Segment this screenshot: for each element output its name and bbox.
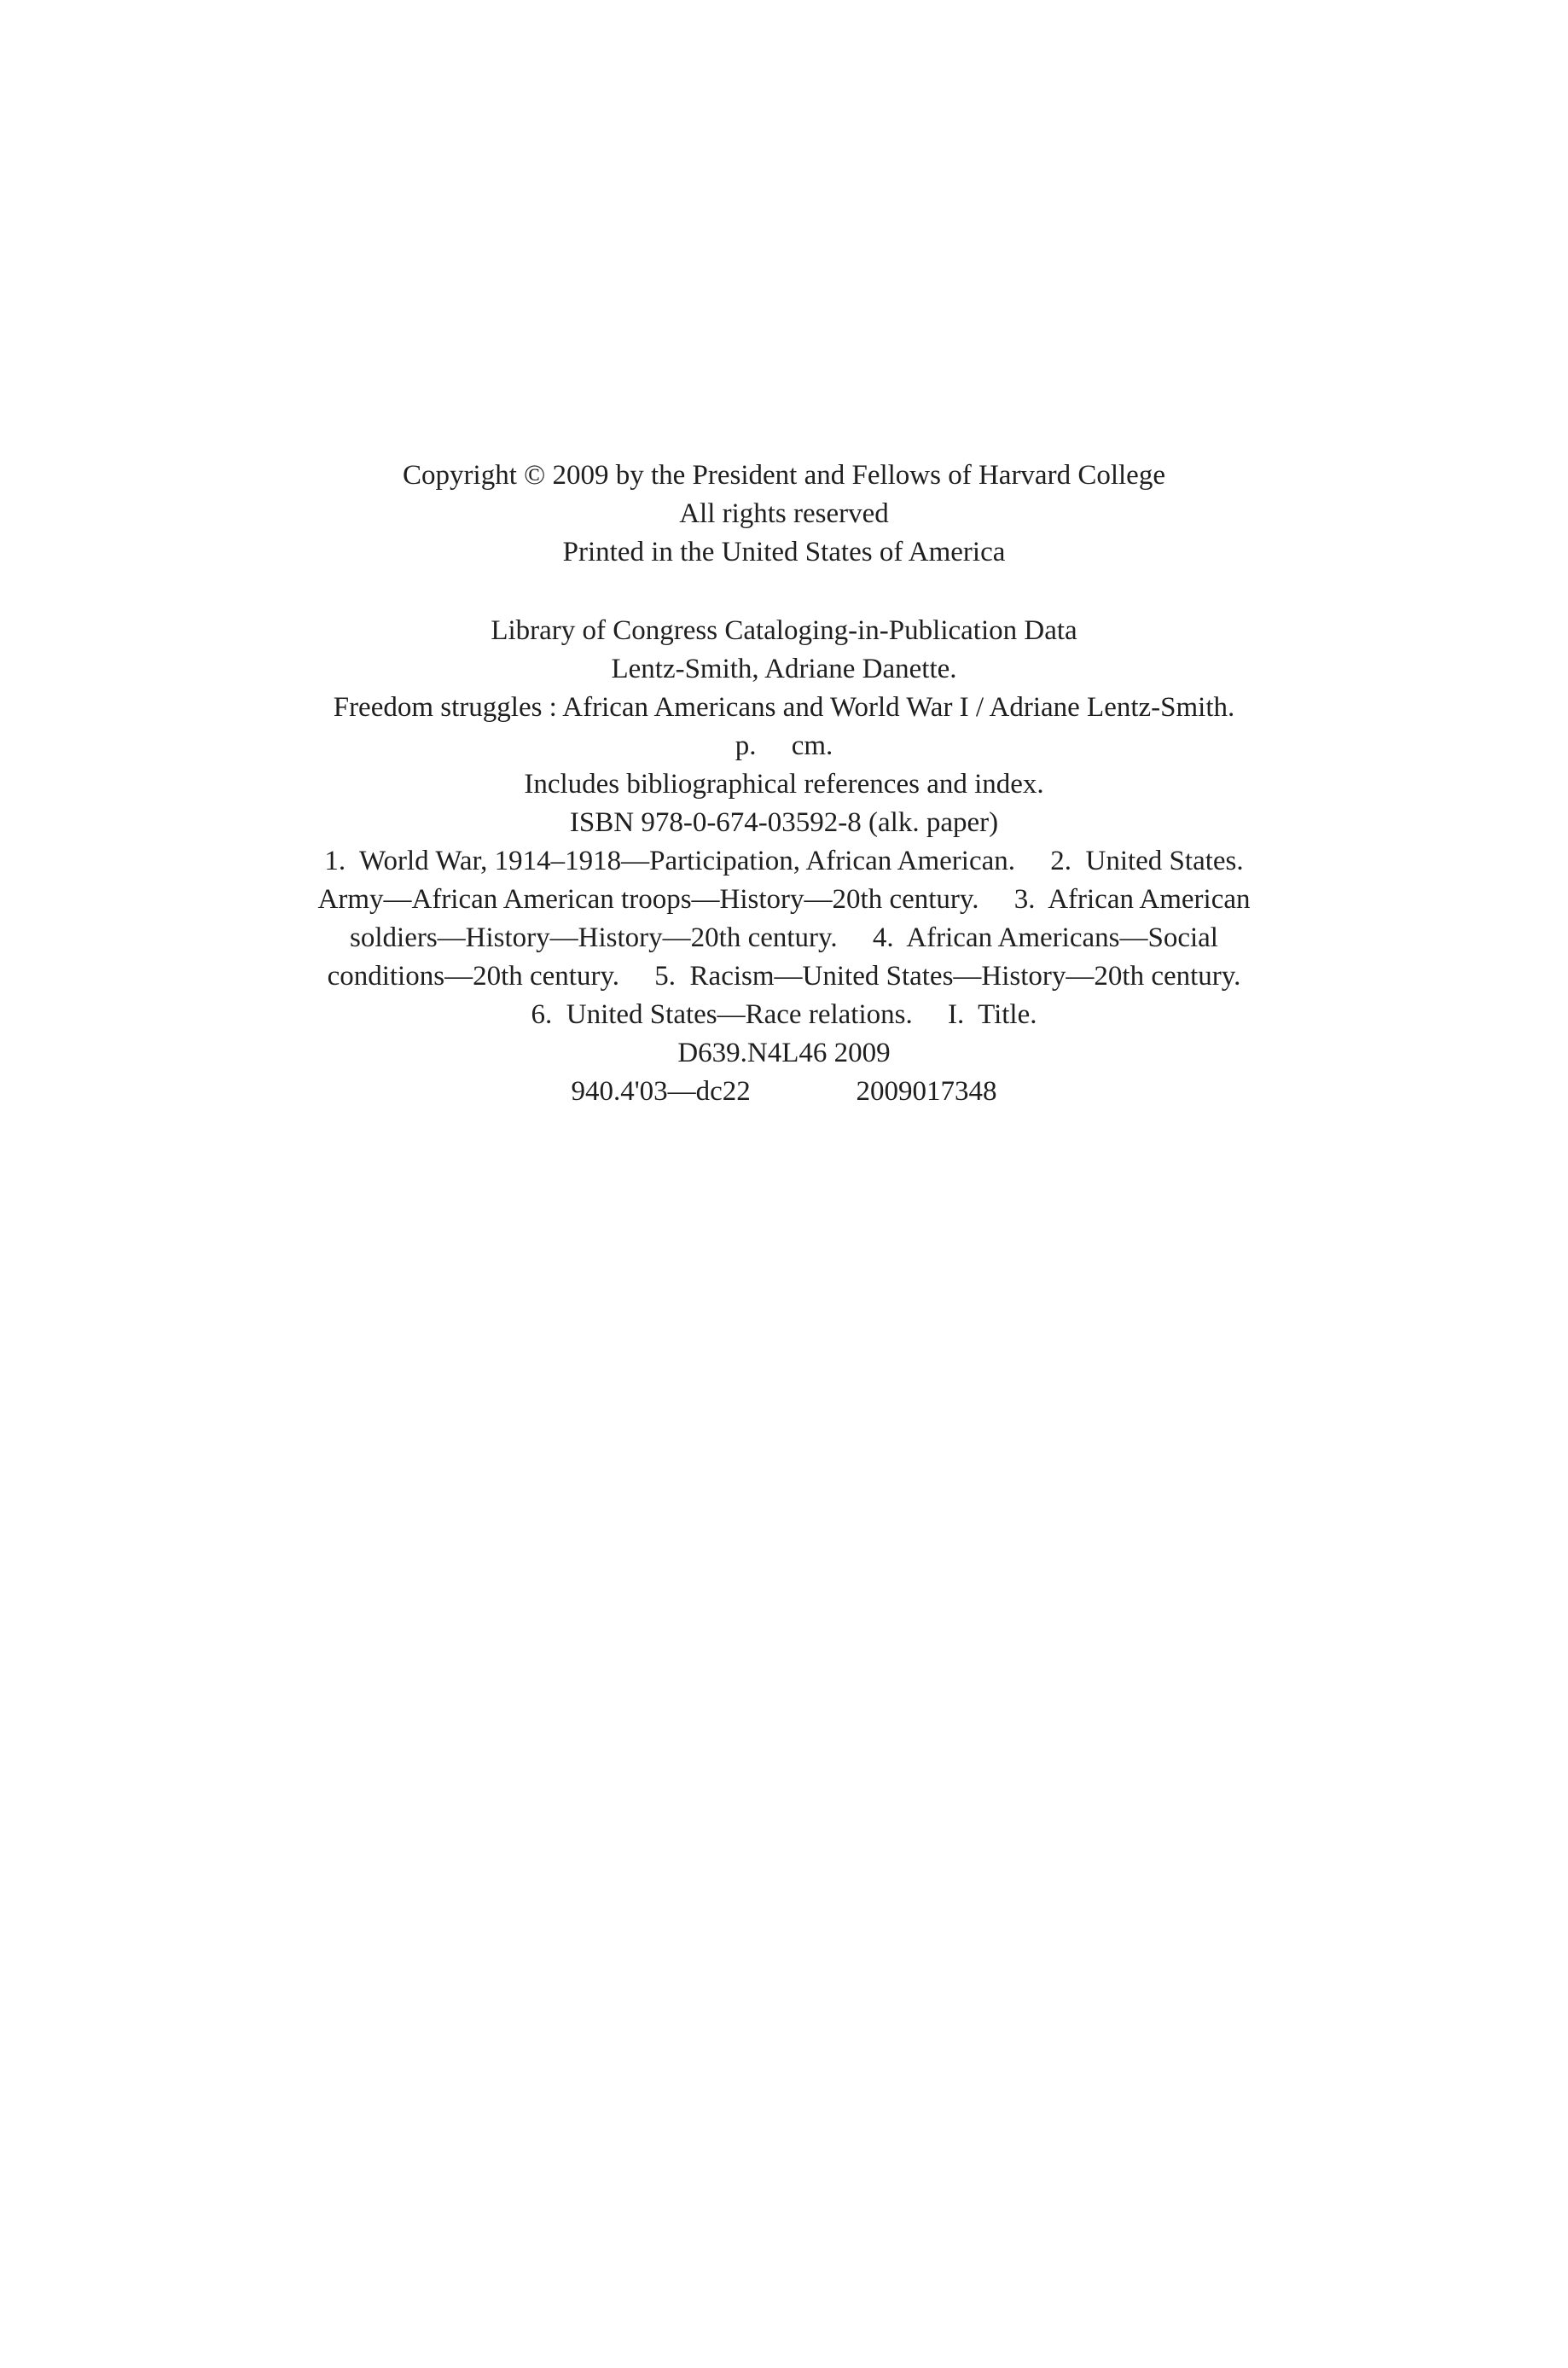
cip-notes: Includes bibliographical references and index.	[524, 769, 1044, 800]
cip-isbn: ISBN 978-0-674-03592-8 (alk. paper)	[569, 807, 999, 838]
cip-subject-line: conditions—20th century. 5. Racism—United States—History—20th century.	[327, 961, 1241, 992]
copyright-block	[0, 457, 1568, 1111]
cip-author: Lentz-Smith, Adriane Danette.	[611, 654, 957, 684]
cip-title: Freedom struggles : African Americans and World War I / Adriane Lentz-Smith.	[333, 692, 1235, 723]
cip-subject-line: 6. United States—Race relations. I. Title.	[531, 999, 1037, 1030]
cip-subject-line: 1. World War, 1914–1918—Participation, African American. 2. United States.	[324, 846, 1244, 876]
rights-statement: All rights reserved	[679, 498, 889, 529]
printed-in-statement: Printed in the United States of America	[562, 537, 1006, 567]
cip-subject-line: Army—African American troops—History—20th century. 3. African American	[317, 884, 1251, 915]
cip-subject-line: soldiers—History—History—20th century. 4. African Americans—Social	[350, 922, 1218, 953]
copyright-notice: Copyright © 2009 by the President and Fellows of Harvard College	[403, 460, 1165, 491]
cip-physical-description: p. cm.	[735, 730, 833, 761]
cip-lc-classification: D639.N4L46 2009	[677, 1038, 891, 1068]
cip-heading: Library of Congress Cataloging-in-Publication Data	[491, 615, 1077, 646]
cip-dewey-and-lccn: 940.4'03—dc22 2009017348	[571, 1076, 997, 1107]
